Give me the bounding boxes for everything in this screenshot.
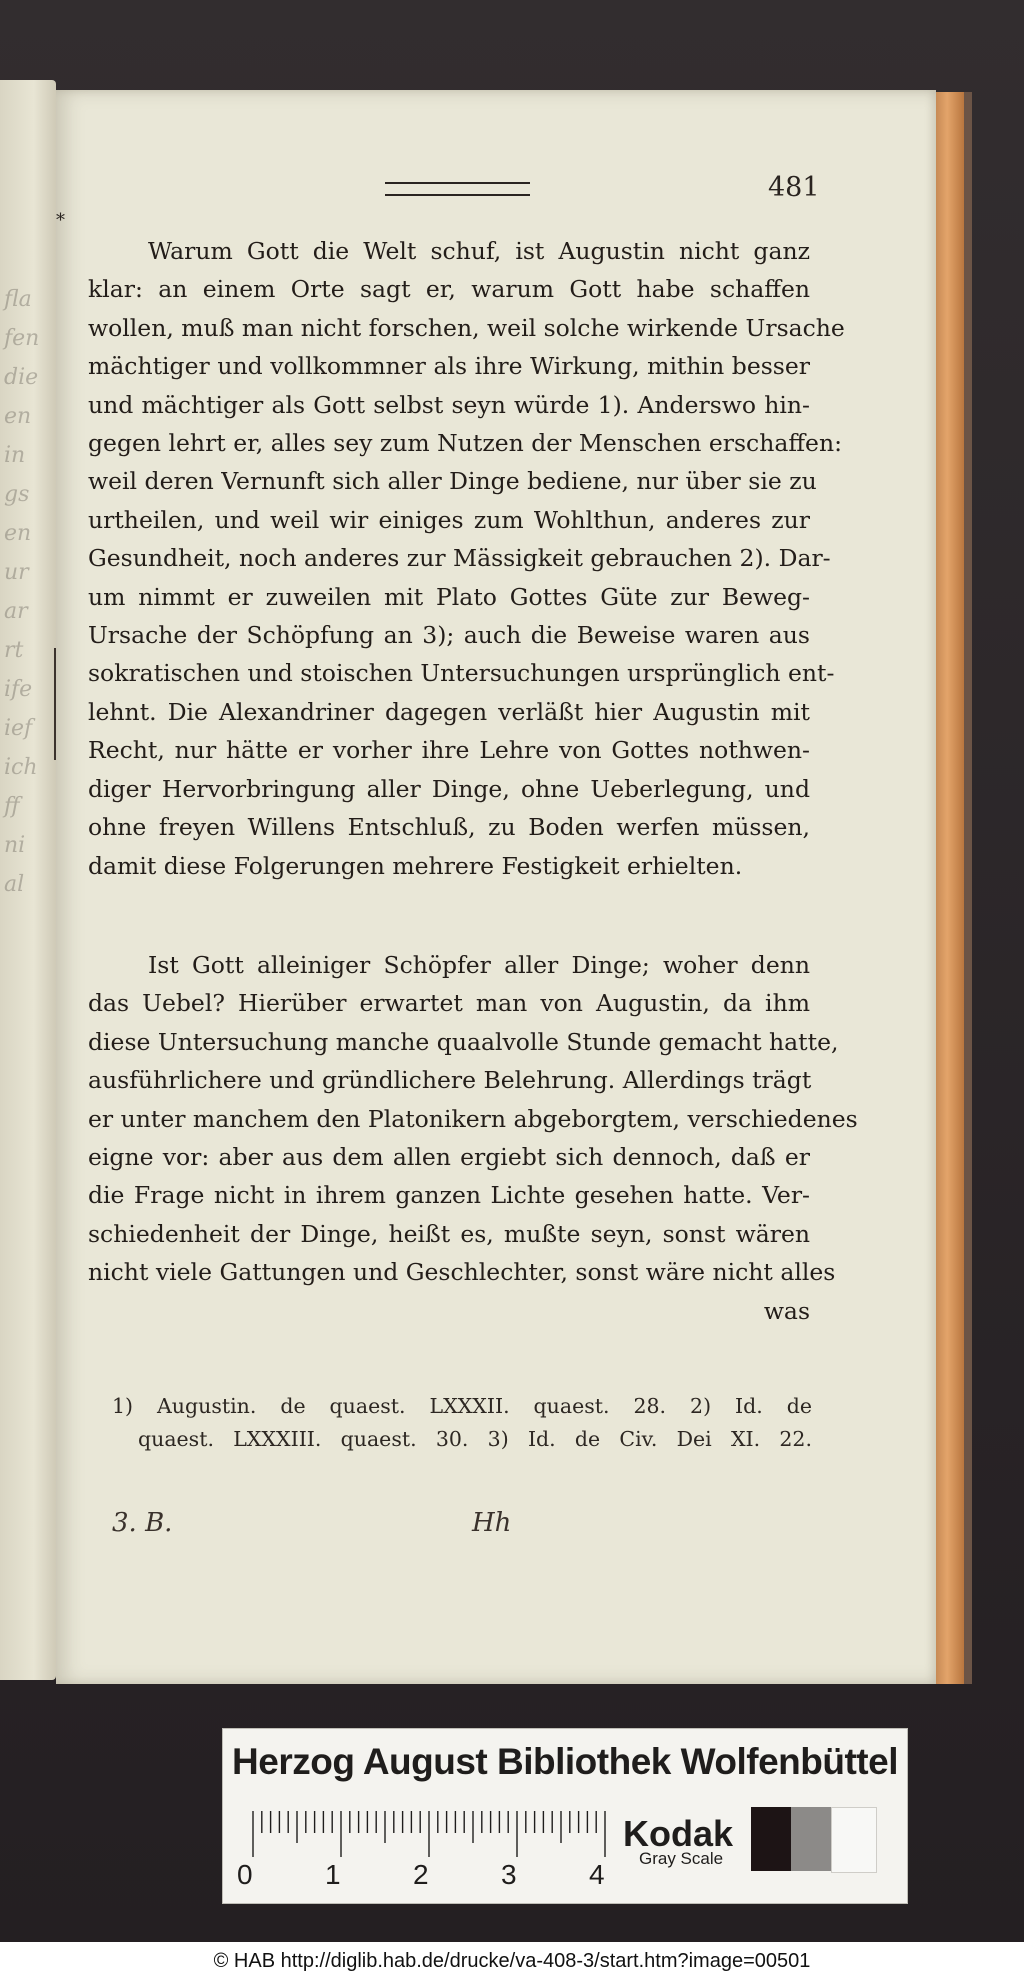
text-line: diger Hervorbringung aller Dinge, ohne Ueberlegung, und xyxy=(88,774,810,803)
white-swatch xyxy=(831,1807,877,1873)
text-line: Gesundheit, noch anderes zur Mässigkeit gebrauchen 2). Dar- xyxy=(88,544,831,573)
margin-bar xyxy=(54,648,56,760)
library-name: Herzog August Bibliothek Wolfenbüttel xyxy=(232,1741,898,1782)
text-line: er unter manchem den Platonikern abgeborgtem, verschiedenes xyxy=(88,1104,858,1133)
ruler-scale xyxy=(247,1811,617,1857)
text-line: mächtiger und vollkommner als ihre Wirkung, mithin besser xyxy=(88,352,810,381)
text-line: sokratischen und stoischen Untersuchungen ursprünglich ent- xyxy=(88,659,835,688)
footnotes xyxy=(112,1390,812,1456)
text-line: und mächtiger als Gott selbst seyn würde 1). Anderswo hin- xyxy=(88,390,810,419)
text-line: Ursache der Schöpfung an 3); auch die Beweise waren aus xyxy=(88,621,810,650)
footnote-line: 1) Augustin. de quaest. LXXXII. quaest. 28. 2) Id. de xyxy=(112,1394,812,1418)
gray-swatch xyxy=(791,1807,831,1871)
previous-page-edge xyxy=(0,80,56,1680)
page-number: 481 xyxy=(768,172,820,203)
text-line: lehnt. Die Alexandriner dagegen verläßt hier Augustin mit xyxy=(88,697,810,726)
text-line: diese Untersuchung manche quaalvolle Stunde gemacht hatte, xyxy=(88,1027,839,1056)
ruler-number: 0 xyxy=(237,1859,253,1890)
color-scale-card xyxy=(222,1728,908,1904)
footnote-line: quaest. LXXXIII. quaest. 30. 3) Id. de Civ. Dei XI. 22. xyxy=(138,1427,812,1451)
text-line: das Uebel? Hierüber erwartet man von Augustin, da ihm xyxy=(88,989,810,1018)
ruler-number: 1 xyxy=(325,1859,341,1890)
text-line: gegen lehrt er, alles sey zum Nutzen der Menschen erschaffen: xyxy=(88,429,842,458)
text-line: um nimmt er zuweilen mit Plato Gottes Güte zur Beweg- xyxy=(88,582,810,611)
bleed-through-text: fla fen die en in gs en ur ar rt ife ief ich ff ni al xyxy=(4,287,40,897)
text-line: Ist Gott alleiniger Schöpfer aller Dinge; woher denn xyxy=(148,951,810,979)
text-line: ausführlichere und gründlichere Belehrung. Allerdings trägt xyxy=(88,1066,812,1095)
ruler-number: 2 xyxy=(413,1859,429,1890)
signature-mark: 3. B. xyxy=(112,1508,173,1538)
text-line: ohne freyen Willens Entschluß, zu Boden werfen müssen, xyxy=(88,813,810,842)
text-line: klar: an einem Orte sagt er, warum Gott habe schaffen xyxy=(88,275,810,304)
text-line: wollen, muß man nicht forschen, weil solche wirkende Ursache xyxy=(88,313,845,342)
copyright-footer: © HAB http://diglib.hab.de/drucke/va-408-3/start.htm?image=00501 xyxy=(0,1942,1024,1980)
gray-scale-label: Gray Scale xyxy=(639,1849,724,1868)
text-line: urtheilen, und weil wir einiges zum Wohlthun, anderes zur xyxy=(88,505,810,534)
text-line: Warum Gott die Welt schuf, ist Augustin nicht ganz xyxy=(148,237,810,265)
text-line: schiedenheit der Dinge, heißt es, mußte seyn, sonst wären xyxy=(88,1219,810,1248)
paragraph-2 xyxy=(88,946,858,1330)
page-edge-gilt xyxy=(936,92,964,1684)
text-line: weil deren Vernunft sich aller Dinge bediene, nur über sie zu xyxy=(88,467,817,496)
gathering-mark: Hh xyxy=(472,1508,512,1538)
paragraph-1 xyxy=(88,232,845,885)
kodak-logo: Kodak xyxy=(623,1813,734,1854)
text-line: damit diese Folgerungen mehrere Festigkeit erhielten. xyxy=(88,851,743,880)
margin-mark: * xyxy=(56,210,65,231)
black-swatch xyxy=(751,1807,791,1871)
text-line: eigne vor: aber aus dem allen ergiebt sich dennoch, daß er xyxy=(88,1143,810,1172)
page-edge-shadow xyxy=(964,92,972,1684)
text-line: Recht, nur hätte er vorher ihre Lehre von Gottes nothwen- xyxy=(88,736,810,765)
ruler-number: 4 xyxy=(589,1859,605,1890)
catchword-line: was xyxy=(763,1296,810,1325)
header-rule xyxy=(385,182,530,196)
text-line: die Frage nicht in ihrem ganzen Lichte gesehen hatte. Ver- xyxy=(88,1181,810,1210)
ruler-number: 3 xyxy=(501,1859,517,1890)
text-line: nicht viele Gattungen und Geschlechter, sonst wäre nicht alles xyxy=(88,1258,836,1287)
